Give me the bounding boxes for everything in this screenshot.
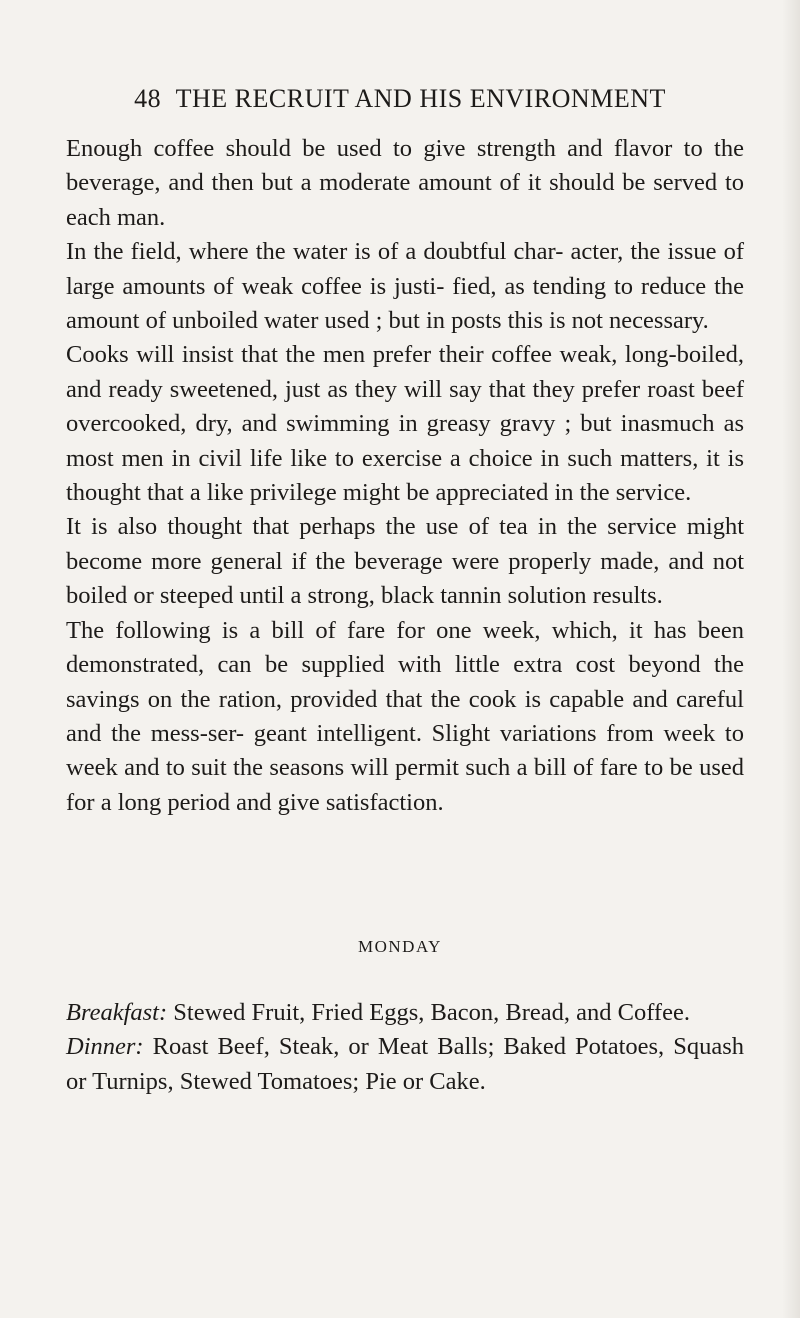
menu-entry [66, 1030, 744, 1099]
day-heading: MONDAY [358, 937, 442, 956]
page-edge-shadow [782, 0, 800, 1318]
paragraph: The following is a bill of fare for one week, which, it has been demonstrated, can be supplied with little extra cost beyond the savings on the ration, provided that the cook is capable and careful and the mess-ser- geant intelligent. Slight variations from week to week and to suit the seasons will permit such a bill of fare to be used for a long period and give satisfaction. [66, 616, 744, 816]
menu-entry [66, 996, 744, 1030]
meal-items: Stewed Fruit, Fried Eggs, Bacon, Bread, and Coffee. [173, 999, 690, 1026]
paragraph: In the field, where the water is of a doubtful char- acter, the issue of large amounts of weak coffee is justi- fied, as tending to reduce the amount of unboiled water used ; but in posts this is not necessary. [66, 238, 744, 335]
paragraph: It is also thought that perhaps the use of tea in the service might become more general if the beverage were properly made, and not boiled or steeped until a strong, black tannin solution results. [66, 513, 744, 610]
page-number: 48 [134, 84, 162, 113]
meal-items: Roast Beef, Steak, or Meat Balls; Baked Potatoes, Squash or Turnips, Stewed Tomatoes; Pie or Cake. [66, 1033, 744, 1095]
menu-entries [66, 996, 744, 1099]
running-head [0, 84, 800, 114]
paragraph: Cooks will insist that the men prefer their coffee weak, long-boiled, and ready sweetened, just as they will say that they prefer roast beef overcooked, dry, and swimming in greasy gravy ; but inasmuch as most men in civil life like to exercise a choice in such matters, it is thought that a like privilege might be appreciated in the service. [66, 341, 744, 507]
paragraph: Enough coffee should be used to give strength and flavor to the beverage, and then but a moderate amount of it should be served to each man. [66, 135, 744, 231]
body-text [66, 132, 744, 820]
meal-label: Dinner: [66, 1033, 144, 1061]
running-title: THE RECRUIT AND HIS ENVIRONMENT [175, 84, 666, 113]
meal-label: Breakfast: [66, 999, 168, 1026]
